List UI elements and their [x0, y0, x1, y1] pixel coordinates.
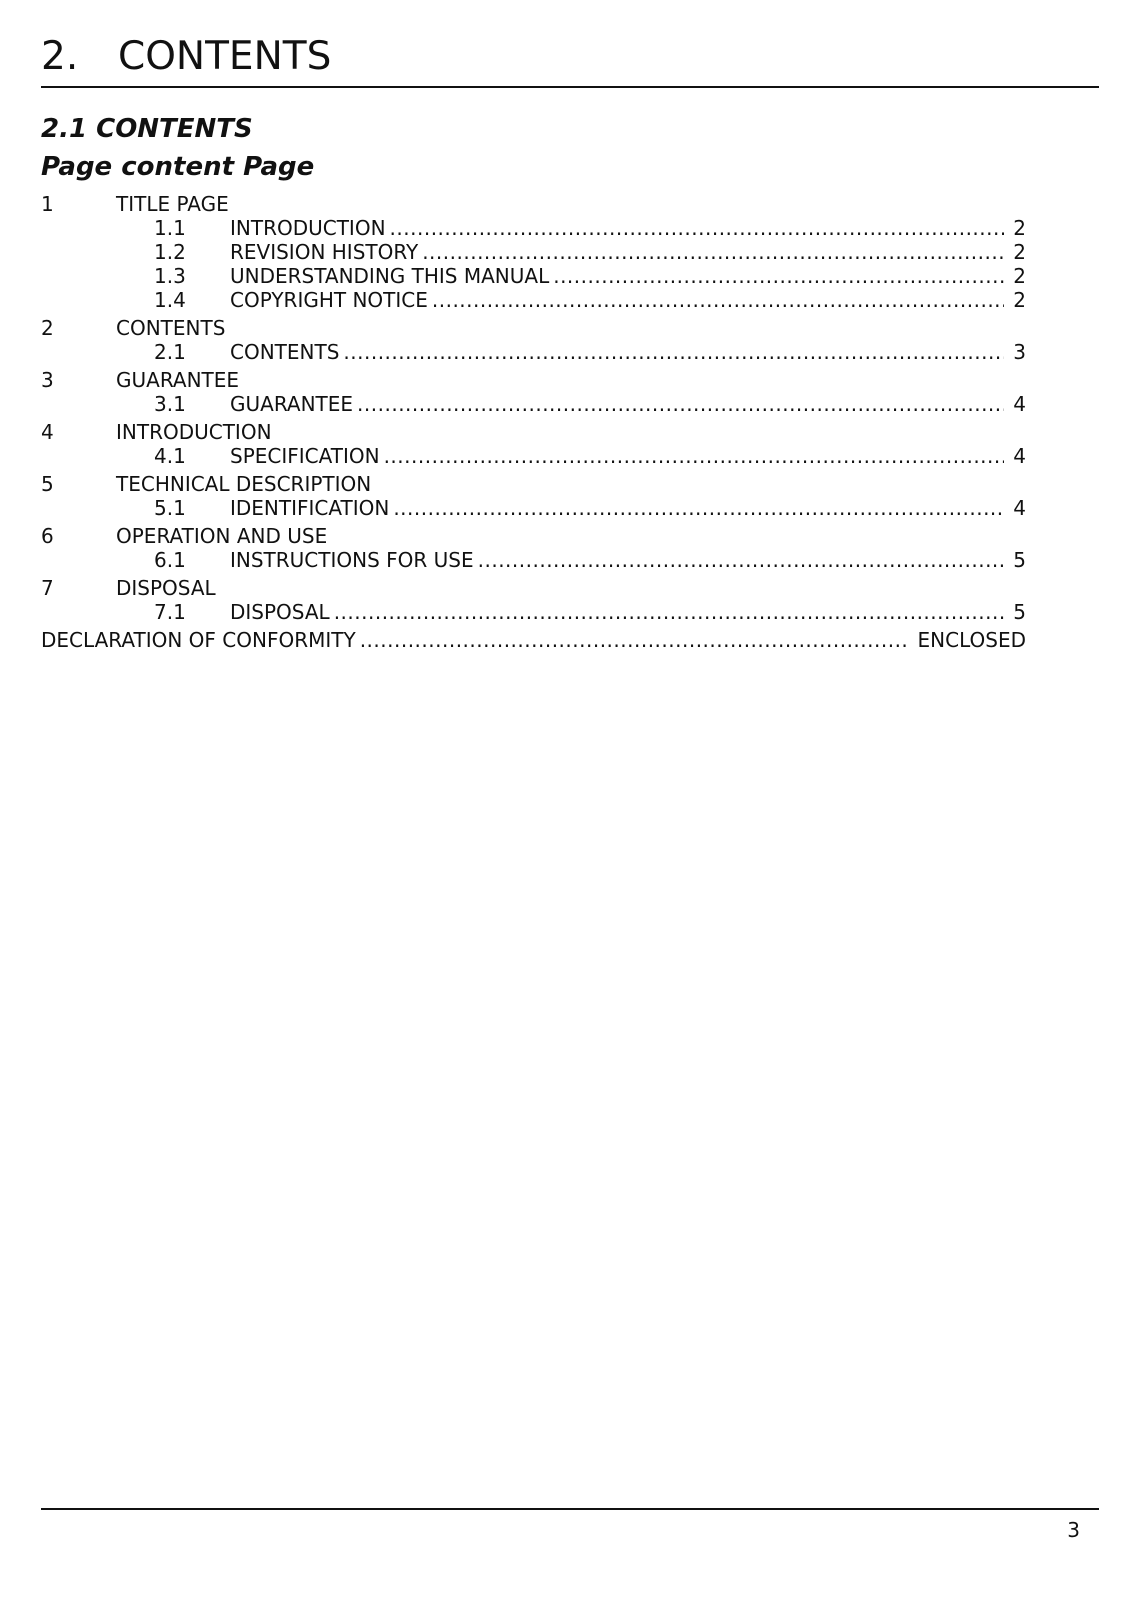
footer-rule: [41, 1508, 1099, 1510]
toc-entry-page: 2: [1013, 216, 1026, 240]
toc-section: [41, 576, 1041, 624]
dot-leader: [432, 288, 1004, 312]
toc-declaration-row[interactable]: [41, 628, 1026, 652]
toc-section-number: 6: [41, 524, 54, 548]
toc-section-number: 5: [41, 472, 54, 496]
toc-section-title: TITLE PAGE: [116, 192, 229, 216]
toc-section-row[interactable]: [41, 420, 1041, 444]
toc-entry-number: 4.1: [154, 444, 186, 468]
toc-entry-number: 1.2: [154, 240, 186, 264]
toc-section-row[interactable]: [41, 192, 1041, 216]
toc-entry-number: 6.1: [154, 548, 186, 572]
toc-section-title: CONTENTS: [116, 316, 226, 340]
toc-entry-title: REVISION HISTORY: [230, 240, 419, 264]
toc-entry-page: 5: [1013, 548, 1026, 572]
toc-entry-row[interactable]: [41, 216, 1041, 240]
toc-entry-title: DISPOSAL: [230, 600, 330, 624]
toc-entry-row[interactable]: [41, 392, 1041, 416]
toc-entry-row[interactable]: [41, 288, 1041, 312]
toc-section-row[interactable]: [41, 316, 1041, 340]
toc-section: [41, 316, 1041, 364]
toc-entry-row[interactable]: [41, 340, 1041, 364]
toc-entry-row[interactable]: [41, 264, 1041, 288]
toc-section-title: GUARANTEE: [116, 368, 240, 392]
toc-section-row[interactable]: [41, 524, 1041, 548]
toc-entry-number: 7.1: [154, 600, 186, 624]
dot-leader: [390, 216, 1004, 240]
toc-section-number: 3: [41, 368, 54, 392]
toc-entry-row[interactable]: [41, 444, 1041, 468]
page-title-number: 2.: [41, 34, 79, 79]
toc-entry-title: CONTENTS: [230, 340, 340, 364]
page-title: [41, 34, 1099, 88]
toc-entry-row[interactable]: [41, 496, 1041, 520]
toc-entry-title: INSTRUCTIONS FOR USE: [230, 548, 474, 572]
toc-entry-page: 2: [1013, 288, 1026, 312]
page-title-text: CONTENTS: [118, 34, 332, 79]
toc-section-title: INTRODUCTION: [116, 420, 272, 444]
toc-section: [41, 192, 1041, 312]
toc-entry-number: 1.4: [154, 288, 186, 312]
section-heading: 2.1 CONTENTS: [41, 114, 253, 144]
toc-entry-page: 4: [1013, 496, 1026, 520]
toc-section: [41, 472, 1041, 520]
dot-leader: [343, 340, 1004, 364]
toc-section: [41, 368, 1041, 416]
toc-entry-row[interactable]: [41, 600, 1041, 624]
toc-section-number: 1: [41, 192, 54, 216]
toc-entry-title: IDENTIFICATION: [230, 496, 390, 520]
dot-leader: [422, 240, 1004, 264]
toc-entry-page: 2: [1013, 240, 1026, 264]
dot-leader: [384, 444, 1004, 468]
dot-leader: [478, 548, 1004, 572]
dot-leader: [393, 496, 1004, 520]
toc-section-row[interactable]: [41, 368, 1041, 392]
toc-entry-title: COPYRIGHT NOTICE: [230, 288, 428, 312]
toc-entry-page: 2: [1013, 264, 1026, 288]
dot-leader: [360, 628, 910, 652]
toc-entry-title: INTRODUCTION: [230, 216, 386, 240]
toc-entry-number: 2.1: [154, 340, 186, 364]
toc-entry-title: SPECIFICATION: [230, 444, 380, 468]
toc-section: [41, 524, 1041, 572]
dot-leader: [357, 392, 1004, 416]
toc-section-row[interactable]: [41, 472, 1041, 496]
toc-section-title: DISPOSAL: [116, 576, 216, 600]
toc-section: [41, 420, 1041, 468]
table-of-contents: [41, 192, 1041, 652]
toc-entry-page: 4: [1013, 392, 1026, 416]
toc-entry-number: 3.1: [154, 392, 186, 416]
toc-entry-row[interactable]: [41, 548, 1041, 572]
page-number: 3: [1067, 1518, 1080, 1542]
toc-section-title: OPERATION AND USE: [116, 524, 328, 548]
toc-section-number: 7: [41, 576, 54, 600]
dot-leader: [334, 600, 1004, 624]
toc-sections: [41, 192, 1041, 624]
toc-entry-row[interactable]: [41, 240, 1041, 264]
toc-entry-number: 5.1: [154, 496, 186, 520]
toc-declaration-page: ENCLOSED: [917, 628, 1026, 652]
toc-section-title: TECHNICAL DESCRIPTION: [116, 472, 372, 496]
toc-section-number: 4: [41, 420, 54, 444]
toc-declaration-title: DECLARATION OF CONFORMITY: [41, 628, 356, 652]
toc-entry-title: GUARANTEE: [230, 392, 354, 416]
toc-section-row[interactable]: [41, 576, 1041, 600]
toc-section-number: 2: [41, 316, 54, 340]
columns-label: Page content Page: [41, 152, 315, 182]
toc-entry-number: 1.1: [154, 216, 186, 240]
toc-entry-page: 3: [1013, 340, 1026, 364]
toc-entry-number: 1.3: [154, 264, 186, 288]
toc-entry-page: 4: [1013, 444, 1026, 468]
dot-leader: [553, 264, 1004, 288]
toc-entry-title: UNDERSTANDING THIS MANUAL: [230, 264, 550, 288]
toc-entry-page: 5: [1013, 600, 1026, 624]
